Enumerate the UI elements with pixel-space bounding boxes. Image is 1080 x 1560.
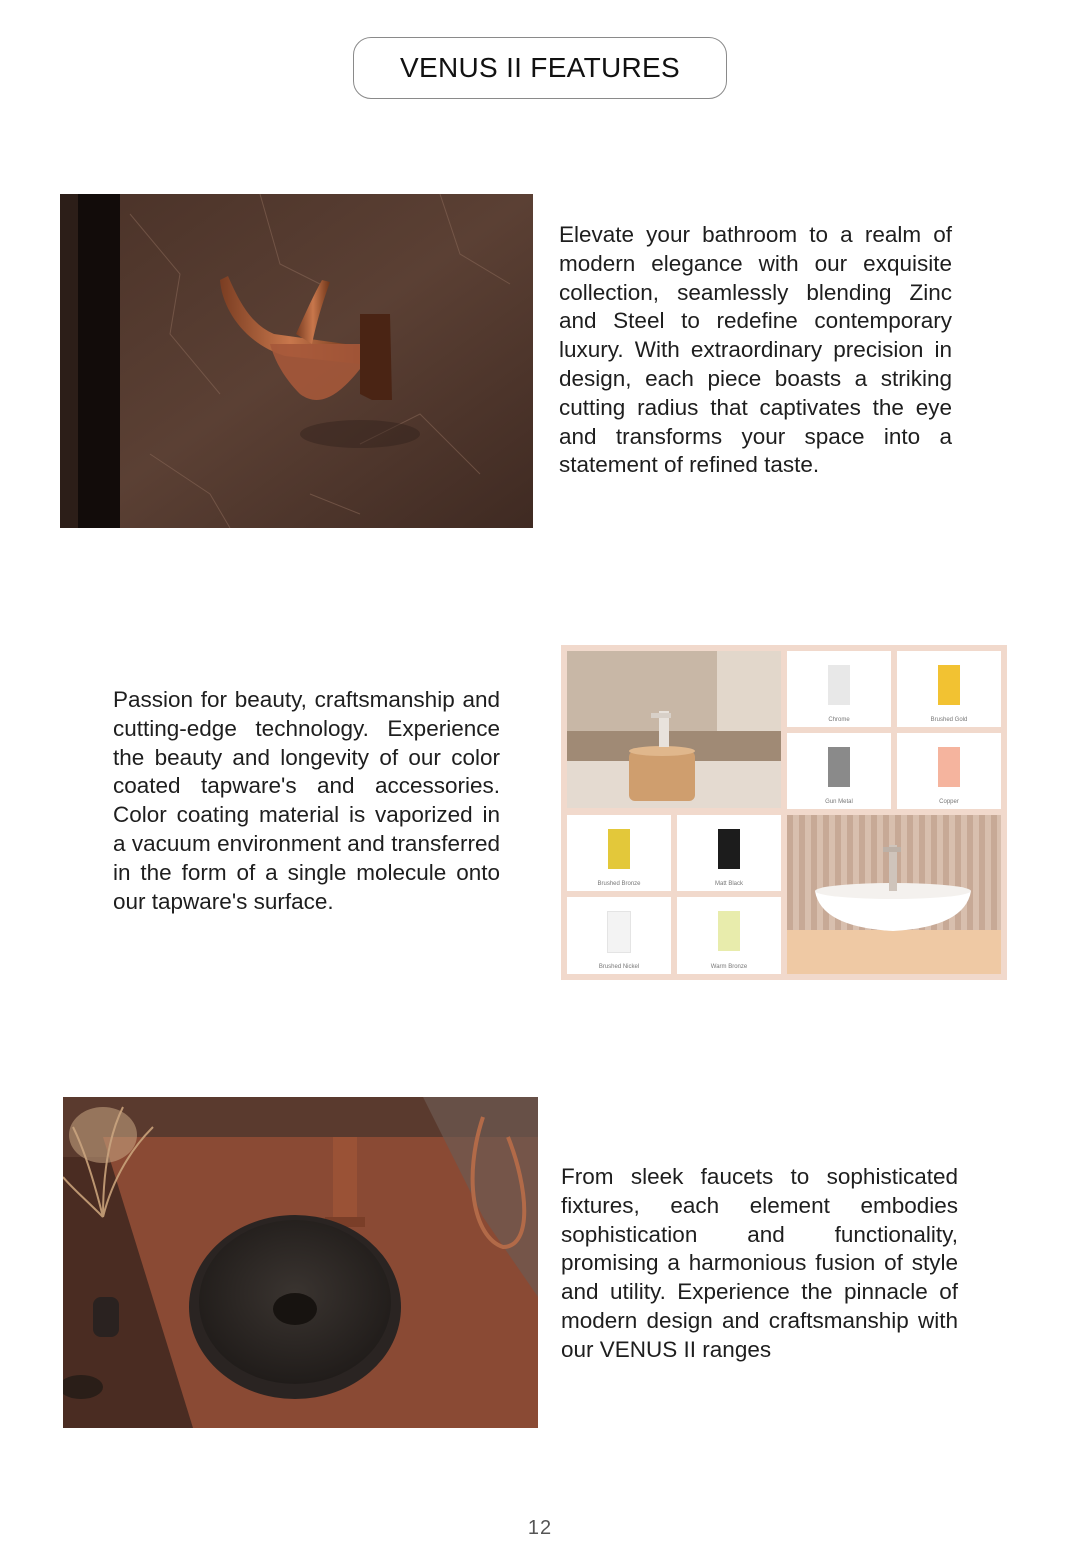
- swatch-chrome: [787, 651, 891, 727]
- swatch-chip: [938, 665, 960, 705]
- swatch-brushed-gold: [897, 651, 1001, 727]
- robe-hook-photo: [60, 194, 533, 528]
- swatch-gun-metal: [787, 733, 891, 809]
- section-1-text: Elevate your bathroom to a realm of modern elegance with our exquisite collection, seamlessly blending Zinc and Steel to redefine contemporary luxury. With extraordinary precision in design, each piece boasts a striking cutting radius that captivates the eye and transforms your space into a statement of refined taste.: [559, 222, 952, 478]
- section-2-text: Passion for beauty, craftsmanship and cutting-edge technology. Experience the beauty and longevity of our color coated tapware's and accessories. Color coating material is vaporized in a vacuum environment and transferred in the form of a single molecule onto our tapware's surface.: [113, 687, 500, 914]
- page-number: 12: [527, 1517, 553, 1539]
- swatch-label: Brushed Bronze: [597, 881, 641, 887]
- basin-scene-photo: [787, 815, 1001, 974]
- swatch-chip: [607, 911, 631, 953]
- swatch-chip: [608, 829, 630, 869]
- swatch-chip: [718, 829, 740, 869]
- swatch-brushed-bronze: [567, 815, 671, 891]
- section-3-text: From sleek faucets to sophisticated fixtures, each element embodies sophistication and functionality, promising a harmonious fusion of style and utility. Experience the pinnacle of modern design and craftsmanship with our VENUS II ranges: [561, 1164, 958, 1362]
- swatch-chip: [828, 747, 850, 787]
- swatch-matt-black: [677, 815, 781, 891]
- swatch-label: Brushed Gold: [930, 717, 968, 723]
- swatch-label: Brushed Nickel: [598, 964, 640, 970]
- swatch-label: Warm Bronze: [710, 964, 748, 970]
- basin-faucet-photo: [63, 1097, 538, 1428]
- faucet-scene-photo: [567, 651, 781, 808]
- swatch-chip: [938, 747, 960, 787]
- color-swatch-panel: [561, 645, 1007, 980]
- swatch-chip: [828, 665, 850, 705]
- swatch-brushed-nickel: [567, 897, 671, 974]
- swatch-label: Copper: [939, 799, 959, 805]
- swatch-chip: [718, 911, 740, 951]
- page-title: VENUS II FEATURES: [353, 37, 727, 99]
- swatch-label: Gun Metal: [825, 799, 853, 805]
- swatch-label: Chrome: [828, 717, 850, 723]
- swatch-copper: [897, 733, 1001, 809]
- swatch-label: Matt Black: [714, 881, 743, 887]
- swatch-warm-bronze: [677, 897, 781, 974]
